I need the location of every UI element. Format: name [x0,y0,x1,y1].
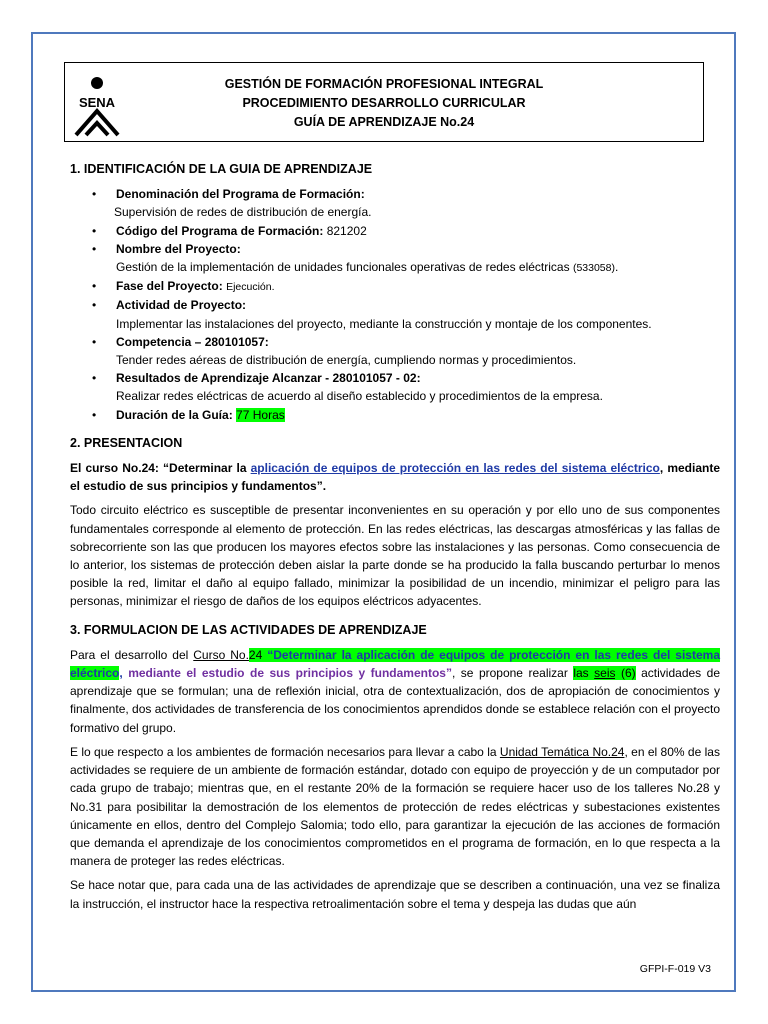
document-header [64,62,704,142]
program-value: Supervisión de redes de distribución de energía. [114,205,372,220]
section1-title: 1. IDENTIFICACIÓN DE LA GUIA DE APRENDIZAJE [70,162,373,176]
identification-list [70,185,720,424]
list-item: • Denominación del Programa de Formación: [70,185,720,203]
project-value: Gestión de la implementación de unidades funcionales operativas de redes eléctricas (533058). [116,260,619,275]
list-item: • Fase del Proyecto: Ejecución. [70,277,720,296]
document-body [70,160,720,919]
header-line-3: GUÍA DE APRENDIZAJE No.24 [293,115,475,129]
environments-paragraph: E lo que respecto a los ambientes de formación necesarios para llevar a cabo la Unidad Temática No.24, en el 80% de las actividades se requiere de un ambiente de formación estándar, dotado con equipo de proyección y de un computador por cada grupo de trabajo; mientras que, en el restante 20% de la formación se requiere hacer uso de los talleres No.28 y No.31 para posibilitar la demostración de los elementos de protección de redes eléctricas y subestaciones existentes únicamente en ellos, dentro del Complejo Salomia; todo ello, para garantizar la ejecución de las acciones de formación que demanda el aprendizaje de los conocimientos comprometidos en el programa de formación, en lo que respecta a la manera de proteger las redes eléctricas. [70,744,720,869]
svg-text:SENA: SENA [78,95,116,110]
feedback-paragraph: Se hace notar que, para cada una de las actividades de aprendizaje que se describen a continuación, una vez se finaliza la instrucción, el instructor hace la respectiva retroalimentación sobre el tema y despeja las dudas que aún [70,878,720,911]
section3-title: 3. FORMULACION DE LAS ACTIVIDADES DE APRENDIZAJE [70,622,427,637]
duration-highlight: 77 Horas [236,407,285,422]
list-item: • Código del Programa de Formación: 821202 [70,222,720,240]
list-item: • Actividad de Proyecto: [70,296,720,314]
list-item: • Duración de la Guía: 77 Horas [70,406,720,424]
course-statement: El curso No.24: “Determinar la aplicación de equipos de protección en las redes del sistema eléctrico, mediante el estudio de sus principios y fundamentos”. [70,461,721,494]
results-value: Realizar redes eléctricas de acuerdo al diseño establecido y procedimientos de la empresa. [116,389,603,404]
list-item: • Competencia – 280101057: [70,333,720,351]
course-link[interactable]: aplicación de equipos de protección en las redes del sistema eléctrico [250,461,660,476]
header-line-2: PROCEDIMIENTO DESARROLLO CURRICULAR [242,96,526,110]
section2-title: 2. PRESENTACION [70,435,183,450]
form-code: GFPI-F-019 V3 [639,963,711,975]
header-line-1: GESTIÓN DE FORMACIÓN PROFESIONAL INTEGRAL [224,77,544,91]
competence-value: Tender redes aéreas de distribución de energía, cumpliendo normas y procedimientos. [116,353,577,368]
activity-value: Implementar las instalaciones del proyecto, mediante la construcción y montaje de los componentes. [116,316,652,331]
activities-paragraph: Para el desarrollo del Curso No.24 “Determinar la aplicación de equipos de protección en las redes del sistema eléctrico, mediante el estudio de sus principios y fundamentos”, se propone realizar las seis (6) actividades de aprendizaje que se formulan; una de reflexión inicial, otra de contextualización, dos de apropiación de conocimientos y finalmente, dos actividades de transferencia de los conocimientos aprendidos donde se establece relación con el proyecto formativo del grupo. [70,647,720,735]
list-item: • Resultados de Aprendizaje Alcanzar - 280101057 - 02: [70,369,720,387]
list-item: • Nombre del Proyecto: [70,240,720,258]
presentation-paragraph: Todo circuito eléctrico es susceptible de presentar inconvenientes en su operación y por ello uno de sus componentes fundamentales corresponde al elemento de protección. En las redes eléctricas, las descargas atmosféricas y las fallas de sobrecorriente son las que producen los mayores efectos sobre las instalaciones y las personas. Como consecuencia de lo anterior, los sistemas de protección deben aislar la parte donde se ha producido la falla buscando perturbar lo menos posible la red, limitar el daño al equipo fallado, minimizar la posibilidad de un incendio, minimizar el peligro para las personas, minimizar el riesgo de daños de los equipos eléctricos adyacentes. [70,503,720,609]
